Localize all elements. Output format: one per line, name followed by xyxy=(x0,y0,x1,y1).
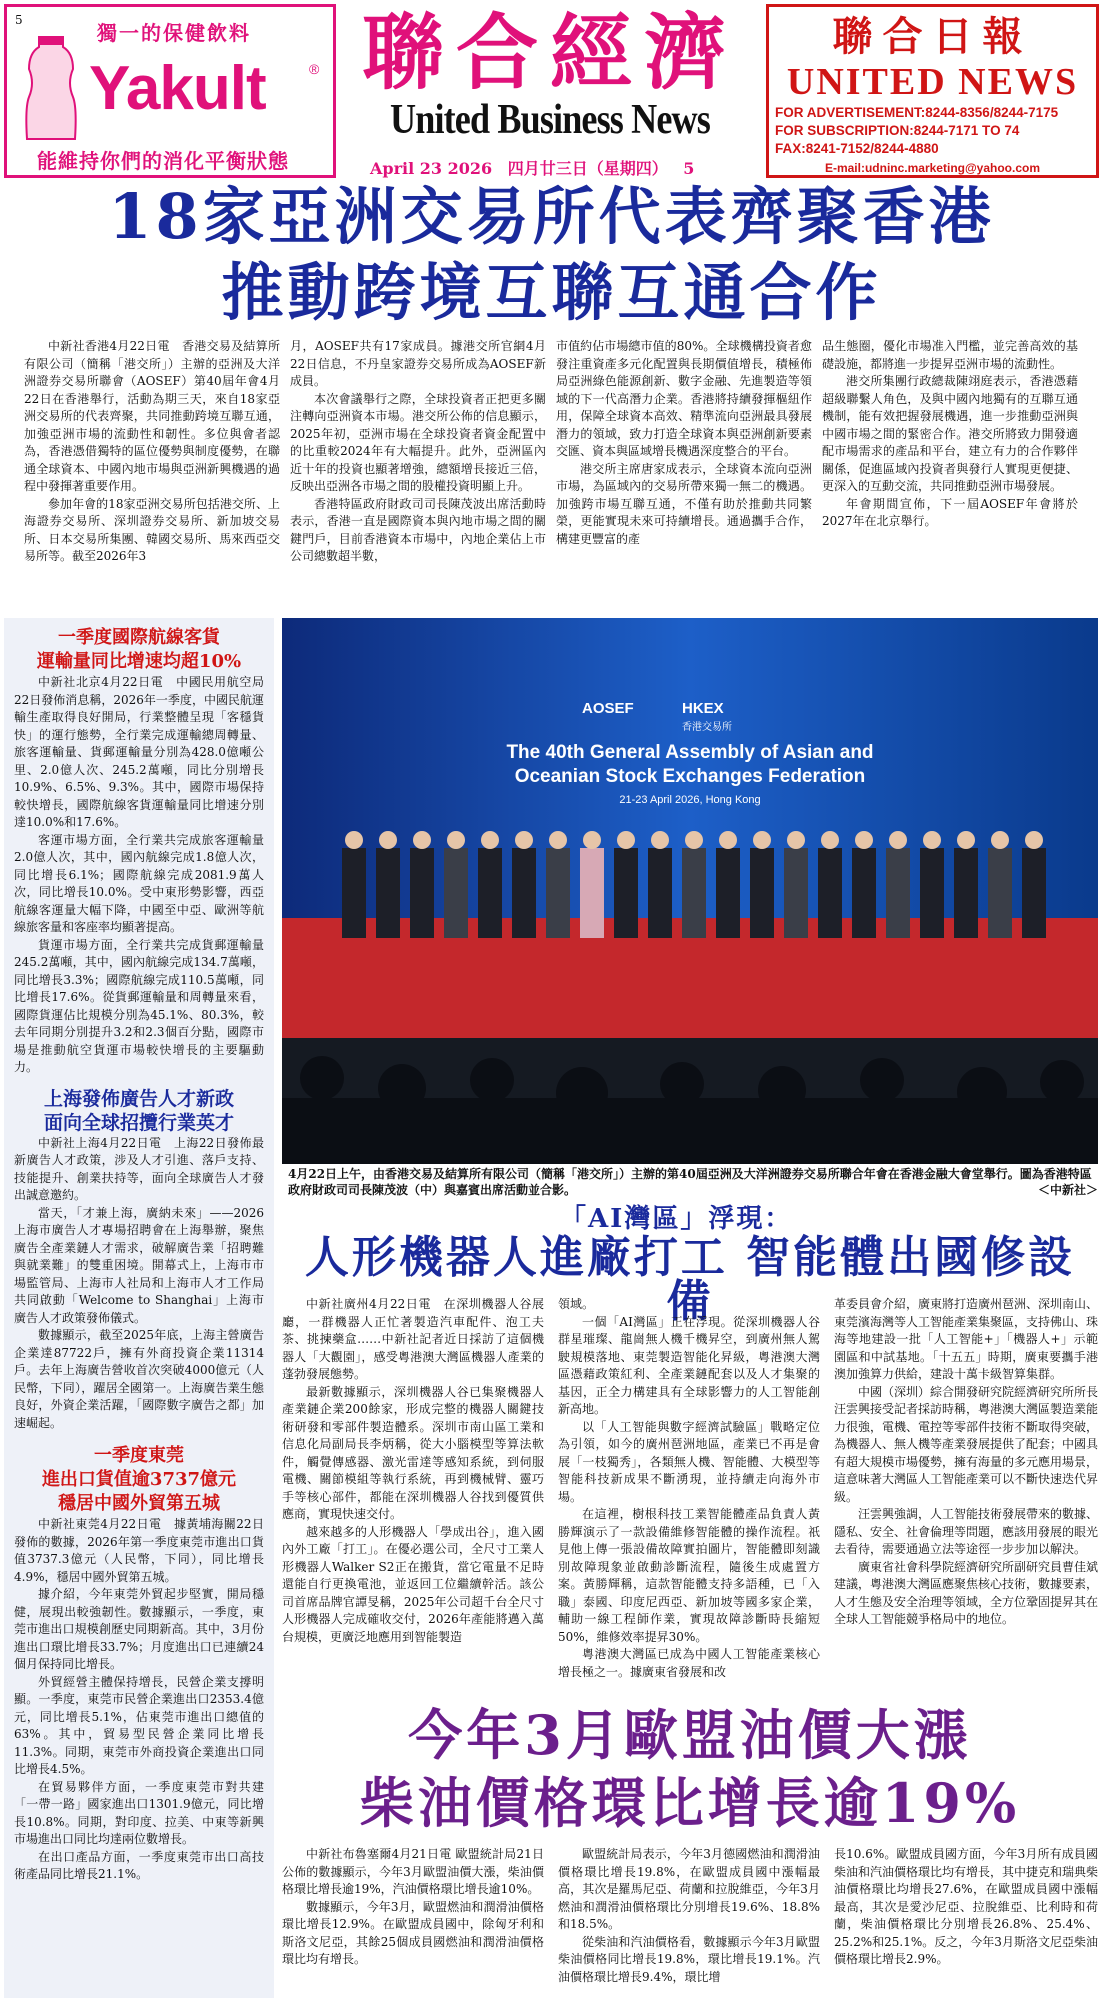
main-story-col-1 xyxy=(24,338,280,610)
paragraph: 廣東省社會科學院經濟研究所副研究員曹佳斌建議，粵港澳大灣區應聚焦核心技術，數據要素，人才生態及安全治理等領域，全方位鞏固提昇其在全球人工智能競爭格局中的地位。 xyxy=(834,1559,1098,1626)
banner-date: 21-23 April 2026, Hong Kong xyxy=(619,794,761,806)
paragraph: 中新社布魯塞爾4月21日電 歐盟統計局21日公佈的數據顯示，今年3月歐盟油價大漲，柴油價格環比增長逾19%，汽油價格環比增長逾10%。 xyxy=(282,1847,544,1896)
paragraph: 在出口產品方面，一季度東莞市出口高技術產品同比增長21.1%。 xyxy=(14,1849,264,1881)
ai-story-kicker: 「AI灣區」浮現： xyxy=(560,1204,793,1234)
main-story-col-4 xyxy=(822,338,1078,610)
paragraph: 從柴油和汽油價格看，數據顯示今年3月歐盟柴油價格同比增長19.8%，環比增長19.1%。汽油價格環比增長9.4%，環比增 xyxy=(558,1934,820,1984)
paragraph: 中新社東莞4月22日電 據黃埔海關22日發佈的數據，2026年第一季度東莞市進出口貨值3737.3億元（人民幣，下同），同比增長4.9%，穩居中國外貿第五城。 xyxy=(14,1517,264,1584)
udn-email[interactable]: E-mail:udninc.marketing@yahoo.com xyxy=(824,161,1041,175)
side-story-2-title-1: 上海發佈廣告人才新政 xyxy=(43,1087,234,1110)
paragraph: 長10.6%。歐盟成員國方面，今年3月所有成員國柴油和汽油價格環比均有增長，其中捷克和瑞典柴油價格環比均增長27.6%，在歐盟成員國中漲幅最高，其次是愛沙尼亞、拉脫維亞、比利時和荷蘭，柴油價格環比分別增長26.8%、25.4%、25.2%和25.1%。反之，今年3月斯洛文尼亞柴油價格環比增長2.9%。 xyxy=(834,1847,1098,1966)
side-story-3-title-3: 穩居中國外貿第五城 xyxy=(58,1493,220,1514)
paragraph: 粵港澳大灣區已成為中國人工智能產業核心增長極之一。據廣東省發展和改 xyxy=(558,1647,820,1679)
main-headline-2: 推動跨境互聯互通合作 xyxy=(221,256,882,329)
paragraph: 月，AOSEF共有17家成員。據港交所官網4月22日信息，不丹皇家證券交易所成為AOSEF新成員。 xyxy=(290,339,546,388)
paragraph: 中新社上海4月22日電 上海22日發佈最新廣告人才政策，涉及人才引進、落戶支持、技能提升、創業扶持等，面向全球廣告人才發出誠意邀約。 xyxy=(14,1135,264,1202)
paragraph: 貨運市場方面，全行業共完成貨郵運輸量245.2萬噸，其中，國內航線完成134.7萬噸，同比增長3.3%；國際航線完成110.5萬噸，同比增長17.6%。從貨郵運輸量和周轉量來看，國際貨運佔比規模分別為45.1%、80.3%，較去年同期分別提升3.2和2.3個百分點，國際市場是推動航空貨運市場較快增長的主要驅動力。 xyxy=(14,937,264,1074)
udn-fax-line: FAX:8241-7152/8244-4880 xyxy=(775,141,939,156)
paragraph: 本次會議舉行之際，全球投資者正把更多關注轉向亞洲資本市場。港交所公佈的信息顯示，2025年初，亞洲市場在全球投資者資金配置中的比重較2024年有大幅提升。此外，亞洲區內近十年的投資也顯著增強，總額增長接近三倍，反映出亞洲各市場之間的股權投資明顯上升。 xyxy=(290,391,546,493)
ai-story-headline: 人形機器人進廠打工 智能體出國修設備 xyxy=(304,1232,1076,1327)
paragraph: 品生態圈，優化市場准入門檻，並完善高效的基礎設施，都將進一步提昇亞洲市場的流動性。 xyxy=(822,339,1078,371)
ai-story-col-1 xyxy=(282,1296,544,1696)
paragraph: 港交所主席唐家成表示，全球資本流向亞洲市場，為區域內的交易所帶來獨一無二的機遇。加強跨市場互聯互通，不僅有助於推動共同繁榮，更能實現未來可持續增長。通過攜手合作，構建更豐富的產 xyxy=(556,461,812,546)
paragraph: 在這裡，樹根科技工業智能體產品負責人黃勝輝演示了一款設備維修智能體的操作流程。祇見他上傳一張設備故障實拍圖片，智能體即刻識別故障現象並啟動診斷流程，隨後生成處置方案。黃勝輝稱，這款智能體支持多語種，已「入職」泰國、印度尼西亞、新加坡等國多家企業，輔助一線工程師作業，實現故障診斷時長縮短50%，維修效率提昇30%。 xyxy=(558,1507,820,1644)
united-news-ad xyxy=(766,4,1099,178)
banner-logo-hkex: HKEX xyxy=(682,700,724,717)
paragraph: 港交所集團行政總裁陳翊庭表示，香港憑藉超級聯繫人角色，及與中國內地獨有的互聯互通機制，能有效把握發展機遇，進一步推動亞洲與中國市場之間的緊密合作。港交所將致力開發適配市場需求的產品和平台，建立有力的合作夥伴關係，促進區域內投資者與發行人實現更便捷、更深入的互動交流，共同推動亞洲市場發展。 xyxy=(822,374,1078,493)
yakult-tagline-bottom: 能維持你們的消化平衡狀態 xyxy=(37,149,289,173)
paragraph: 汪雲興強調，人工智能技術發展帶來的數據、隱私、安全、社會倫理等問題，應該用發展的眼光去看待，需要通過立法等途徑一步步加以解決。 xyxy=(834,1507,1098,1556)
paragraph: 以「人工智能與數字經濟試驗區」戰略定位為引領，如今的廣州琶洲地區，產業已不再是會展「一枝獨秀」，各類無人機、智能體、大模型等智能科技新成果不斷湧現，並持續走向海外市場。 xyxy=(558,1419,820,1504)
date-en: April 23 2026 xyxy=(370,159,493,178)
yakult-registered-mark: ® xyxy=(309,61,320,77)
paragraph: 中國（深圳）綜合開發研究院經濟研究所所長汪雲興接受記者採訪時稱，粵港澳大灣區製造業能力很強，電機、電控等零部件技術不斷取得突破，為機器人、無人機等產業發展提供了配套；中國具有超大規模市場優勢，擁有海量的多元應用場景，這意味著大灣區人工智能產業可以不斷快速迭代昇級。 xyxy=(834,1384,1098,1504)
caption-text: 4月22日上午，由香港交易及結算所有限公司（簡稱「港交所」）主辦的第40屆亞洲及大洋洲證券交易所聯合年會在香港金融大會堂舉行。圖為香港特區政府財政司司長陳茂波（中）與嘉賓出席活動並合影。 xyxy=(288,1167,1092,1197)
paragraph: 參加年會的18家亞洲交易所包括港交所、上海證券交易所、深圳證券交易所、新加坡交易所、日本交易所集團、韓國交易所、馬來西亞交易所等。截至2026年3 xyxy=(24,496,280,563)
udn-title-cn: 聯合日報 xyxy=(832,13,1033,60)
paragraph: 歐盟統計局表示，今年3月德國燃油和潤滑油價格環比增長19.8%，在歐盟成員國中漲幅最高，其次是羅馬尼亞、荷蘭和拉脫維亞，今年3月燃油和潤滑油價格環比分別增長19.6%、18.8%和18.5%。 xyxy=(558,1847,820,1931)
caption-source: ＜中新社＞ xyxy=(1037,1183,1098,1197)
yakult-tagline-top: 獨一的保健飲料 xyxy=(97,21,251,45)
paragraph: 中新社廣州4月22日電 在深圳機器人谷展廳，一群機器人正忙著製造汽車配件、泡工夫茶、挑揀藥盒……中新社記者近日採訪了這個機器人「大觀園」，感受粵港澳大灣區機器人產業的蓬勃發展態勢。 xyxy=(282,1297,544,1381)
paragraph: 外貿經營主體保持增長，民營企業支撐明顯。一季度，東莞市民營企業進出口2353.4億元，同比增長5.1%，佔東莞市進出口總值的63%。其中，貿易型民營企業同比增長11.3%。同期，東莞市外商投資企業進出口同比增長4.5%。 xyxy=(14,1674,264,1776)
paragraph: 領域。 xyxy=(558,1297,595,1311)
oil-story-col-2 xyxy=(558,1846,820,1996)
yakult-bottle-icon xyxy=(21,35,81,143)
side-story-2-body xyxy=(4,1135,274,1433)
side-story-1-title-1: 一季度國際航線客貨 xyxy=(58,627,220,648)
banner-logo-aosef: AOSEF xyxy=(582,700,634,717)
main-story-col-3 xyxy=(556,338,812,610)
side-story-3-title-2: 進出口貨值逾3737億元 xyxy=(41,1469,237,1490)
paragraph: 數據顯示，截至2025年底，上海主營廣告企業達87722戶，擁有外商投資企業11314戶。去年上海廣告營收首次突破4000億元（人民幣，下同），躍居全國第一。上海廣告業生態良好，外資企業活躍，「國際數字廣告之都」加速崛起。 xyxy=(14,1328,264,1430)
side-column xyxy=(4,618,274,1998)
photo-caption xyxy=(288,1166,1098,1198)
side-story-3-body xyxy=(4,1516,274,1884)
udn-title-en: UNITED NEWS xyxy=(786,61,1079,103)
udn-subscription-line: FOR SUBSCRIPTION:8244-7171 TO 74 xyxy=(775,123,1020,138)
paragraph: 越來越多的人形機器人「學成出谷」，進入國內外工廠「打工」。在優必選公司，全尺寸工業人形機器人Walker S2正在搬貨，當它電量不足時還能自行更換電池，並返回工位繼續幹活。該公司首席品牌官譚旻稱，2025年公司超千台全尺寸人形機器人完成確收交付，2026年產能將邁入萬台規模，更廣泛地應用到智能製造 xyxy=(282,1524,544,1644)
paragraph: 香港特區政府財政司司長陳茂波出席活動時表示，香港一直是國際資本與內地市場之間的關鍵門戶，目前香港資本市場中，內地企業佔上市公司總數超半數， xyxy=(290,496,546,563)
main-story-col-2 xyxy=(290,338,546,610)
ai-story-col-2 xyxy=(558,1296,820,1696)
paragraph: 最新數據顯示，深圳機器人谷已集聚機器人產業鏈企業200餘家，形成完整的機器人關鍵技術研發和零部件製造體系。深圳市南山區工業和信息化局副局長李炳稱，從大小腦模型等算法軟件，觸覺傳感器、激光雷達等感知系統，到伺服電機、關節模組等執行系統，再到機械臂、靈巧手等核心部件，都能在深圳機器人谷找到優質供應商，實現快速交付。 xyxy=(282,1384,544,1521)
date-cn: 四月廿三日（星期四） xyxy=(507,159,668,178)
paragraph: 革委員會介紹，廣東將打造廣州琶洲、深圳南山、東莞濱海灣等人工智能產業集聚區，支持佛山、珠海等地建設一批「人工智能+」「機器人+」示範園區和中試基地。「十五五」時期，廣東要攜手港澳加強算力供給，建設十萬卡級智算集群。 xyxy=(834,1297,1098,1381)
paragraph: 數據顯示，今年3月，歐盟燃油和潤滑油價格環比增長12.9%。在歐盟成員國中，除匈牙利和斯洛文尼亞，其餘25個成員國燃油和潤滑油價格環比均有增長。 xyxy=(282,1899,544,1966)
oil-story-headline-1: 今年3月歐盟油價大漲 xyxy=(408,1703,972,1767)
paragraph: 年會期間宣佈，下一屆AOSEF年會將於2027年在北京舉行。 xyxy=(822,496,1078,528)
oil-story-headline-2: 柴油價格環比增長逾19% xyxy=(359,1771,1021,1835)
paragraph: 中新社香港4月22日電 香港交易及結算所有限公司（簡稱「港交所」）主辦的亞洲及大洋洲證券交易所聯會（AOSEF）第40屆年會4月22日在香港舉行，活動為期三天，來自18家亞洲交易所的代表齊聚，共同推動跨境互聯互通，加強亞洲市場的流動性和韌性。多位與會者認為，香港憑借獨特的區位優勢與制度優勢，在聯通全球資本、中國內地市場與亞洲新興機遇的過程中發揮著重要作用。 xyxy=(24,339,280,493)
side-story-3-title-1: 一季度東莞 xyxy=(94,1445,184,1466)
paragraph: 當天，「才兼上海，廣納未來」——2026上海市廣告人才專場招聘會在上海舉辦，聚焦廣告全產業鏈人才需求，破解廣告業「招聘難與就業難」的雙重困境。開幕式上，上海市市場監管局、上海市人社局和上海市人才工作局共同啟動「Welcome to Shanghai」上海市廣告人才政策發佈儀式。 xyxy=(14,1205,264,1325)
news-photo xyxy=(282,618,1098,1164)
oil-story-col-1 xyxy=(282,1846,544,1996)
paragraph: 據介紹，今年東莞外貿起步堅實，開局穩健，展現出較強韌性。數據顯示，一季度，東莞市進出口規模創歷史同期新高。其中，3月份進出口環比增長33.7%；月度進出口已連續24個月保持同比增長。 xyxy=(14,1587,264,1671)
masthead-title-cn: 聯合經濟 xyxy=(361,5,738,101)
side-story-2-title-2: 面向全球招攬行業英才 xyxy=(43,1111,234,1134)
masthead xyxy=(340,4,760,178)
side-story-1-body xyxy=(4,674,274,1077)
udn-advertisement-line: FOR ADVERTISEMENT:8244-8356/8244-7175 xyxy=(775,105,1059,120)
paragraph: 一個「AI灣區」正在浮現。從深圳機器人谷群星璀璨、龍崗無人機千機昇空，到廣州無人駕駛規模落地、東莞製造智能化昇級，粵港澳大灣區憑藉政策紅利、全產業鏈配套以及人才集聚的基因，正全力構建具有全球影響力的人工智能創新高地。 xyxy=(558,1314,820,1416)
main-headline-1: 18家亞洲交易所代表齊聚香港 xyxy=(108,180,995,253)
paragraph: 中新社北京4月22日電 中國民用航空局22日發佈消息稱，2026年一季度，中國民航運輸生產取得良好開局，行業整體呈現「客穩貨快」的運行態勢，全行業完成運輸總周轉量、旅客運輸量、貨郵運輸量分別為428.0億噸公里、2.0億人次、245.2萬噸，同比分別增長10.9%、6.5%、9.3%。其中，國際市場保持較快增長，國際航線客貨運輸量同比增速分別達10.0%和17.6%。 xyxy=(14,675,264,829)
paragraph: 在貿易夥伴方面，一季度東莞市對共建「一帶一路」國家進出口1301.9億元，同比增長10.8%。同期，對印度、拉美、中東等新興市場進出口同比均達兩位數增長。 xyxy=(14,1779,264,1846)
banner-title-2: Oceanian Stock Exchanges Federation xyxy=(514,766,866,787)
yakult-brand: Yakult xyxy=(89,54,266,123)
masthead-title-en: United Business News xyxy=(389,97,710,143)
paragraph: 市值約佔市場總市值的80%。全球機構投資者愈發注重資產多元化配置與長期價值增長，積極佈局亞洲綠色能源創新、數字金融、先進製造等領域的下一代高潛力企業。香港將持續發揮樞紐作用，保障全球資本高效、精準流向亞洲最具發展潛力的領域，致力打造全球資本與亞洲創新要素交匯、資本與區域增長機遇深度整合的平台。 xyxy=(556,339,812,458)
ai-story-col-3 xyxy=(834,1296,1098,1696)
page-number: 5 xyxy=(683,159,695,178)
page-number-small: 5 xyxy=(15,13,23,27)
audience-silhouettes xyxy=(282,1056,1098,1164)
oil-story-col-3 xyxy=(834,1846,1098,1996)
paragraph: 客運市場方面，全行業共完成旅客運輸量2.0億人次，其中，國內航線完成1.8億人次，同比增長6.1%；國際航線完成2081.9萬人次，同比增長10.0%。受中東形勢影響，西亞航線客運量大幅下降，中國至中亞、歐洲等航線旅客量和客座率均顯著提高。 xyxy=(14,832,264,934)
banner-title-1: The 40th General Assembly of Asian and xyxy=(506,742,874,763)
yakult-ad xyxy=(4,4,336,178)
masthead-date xyxy=(370,156,750,179)
side-story-1-title-2: 運輸量同比增速均超10% xyxy=(36,651,242,672)
banner-logo-hkex-cn: 香港交易所 xyxy=(682,722,732,733)
